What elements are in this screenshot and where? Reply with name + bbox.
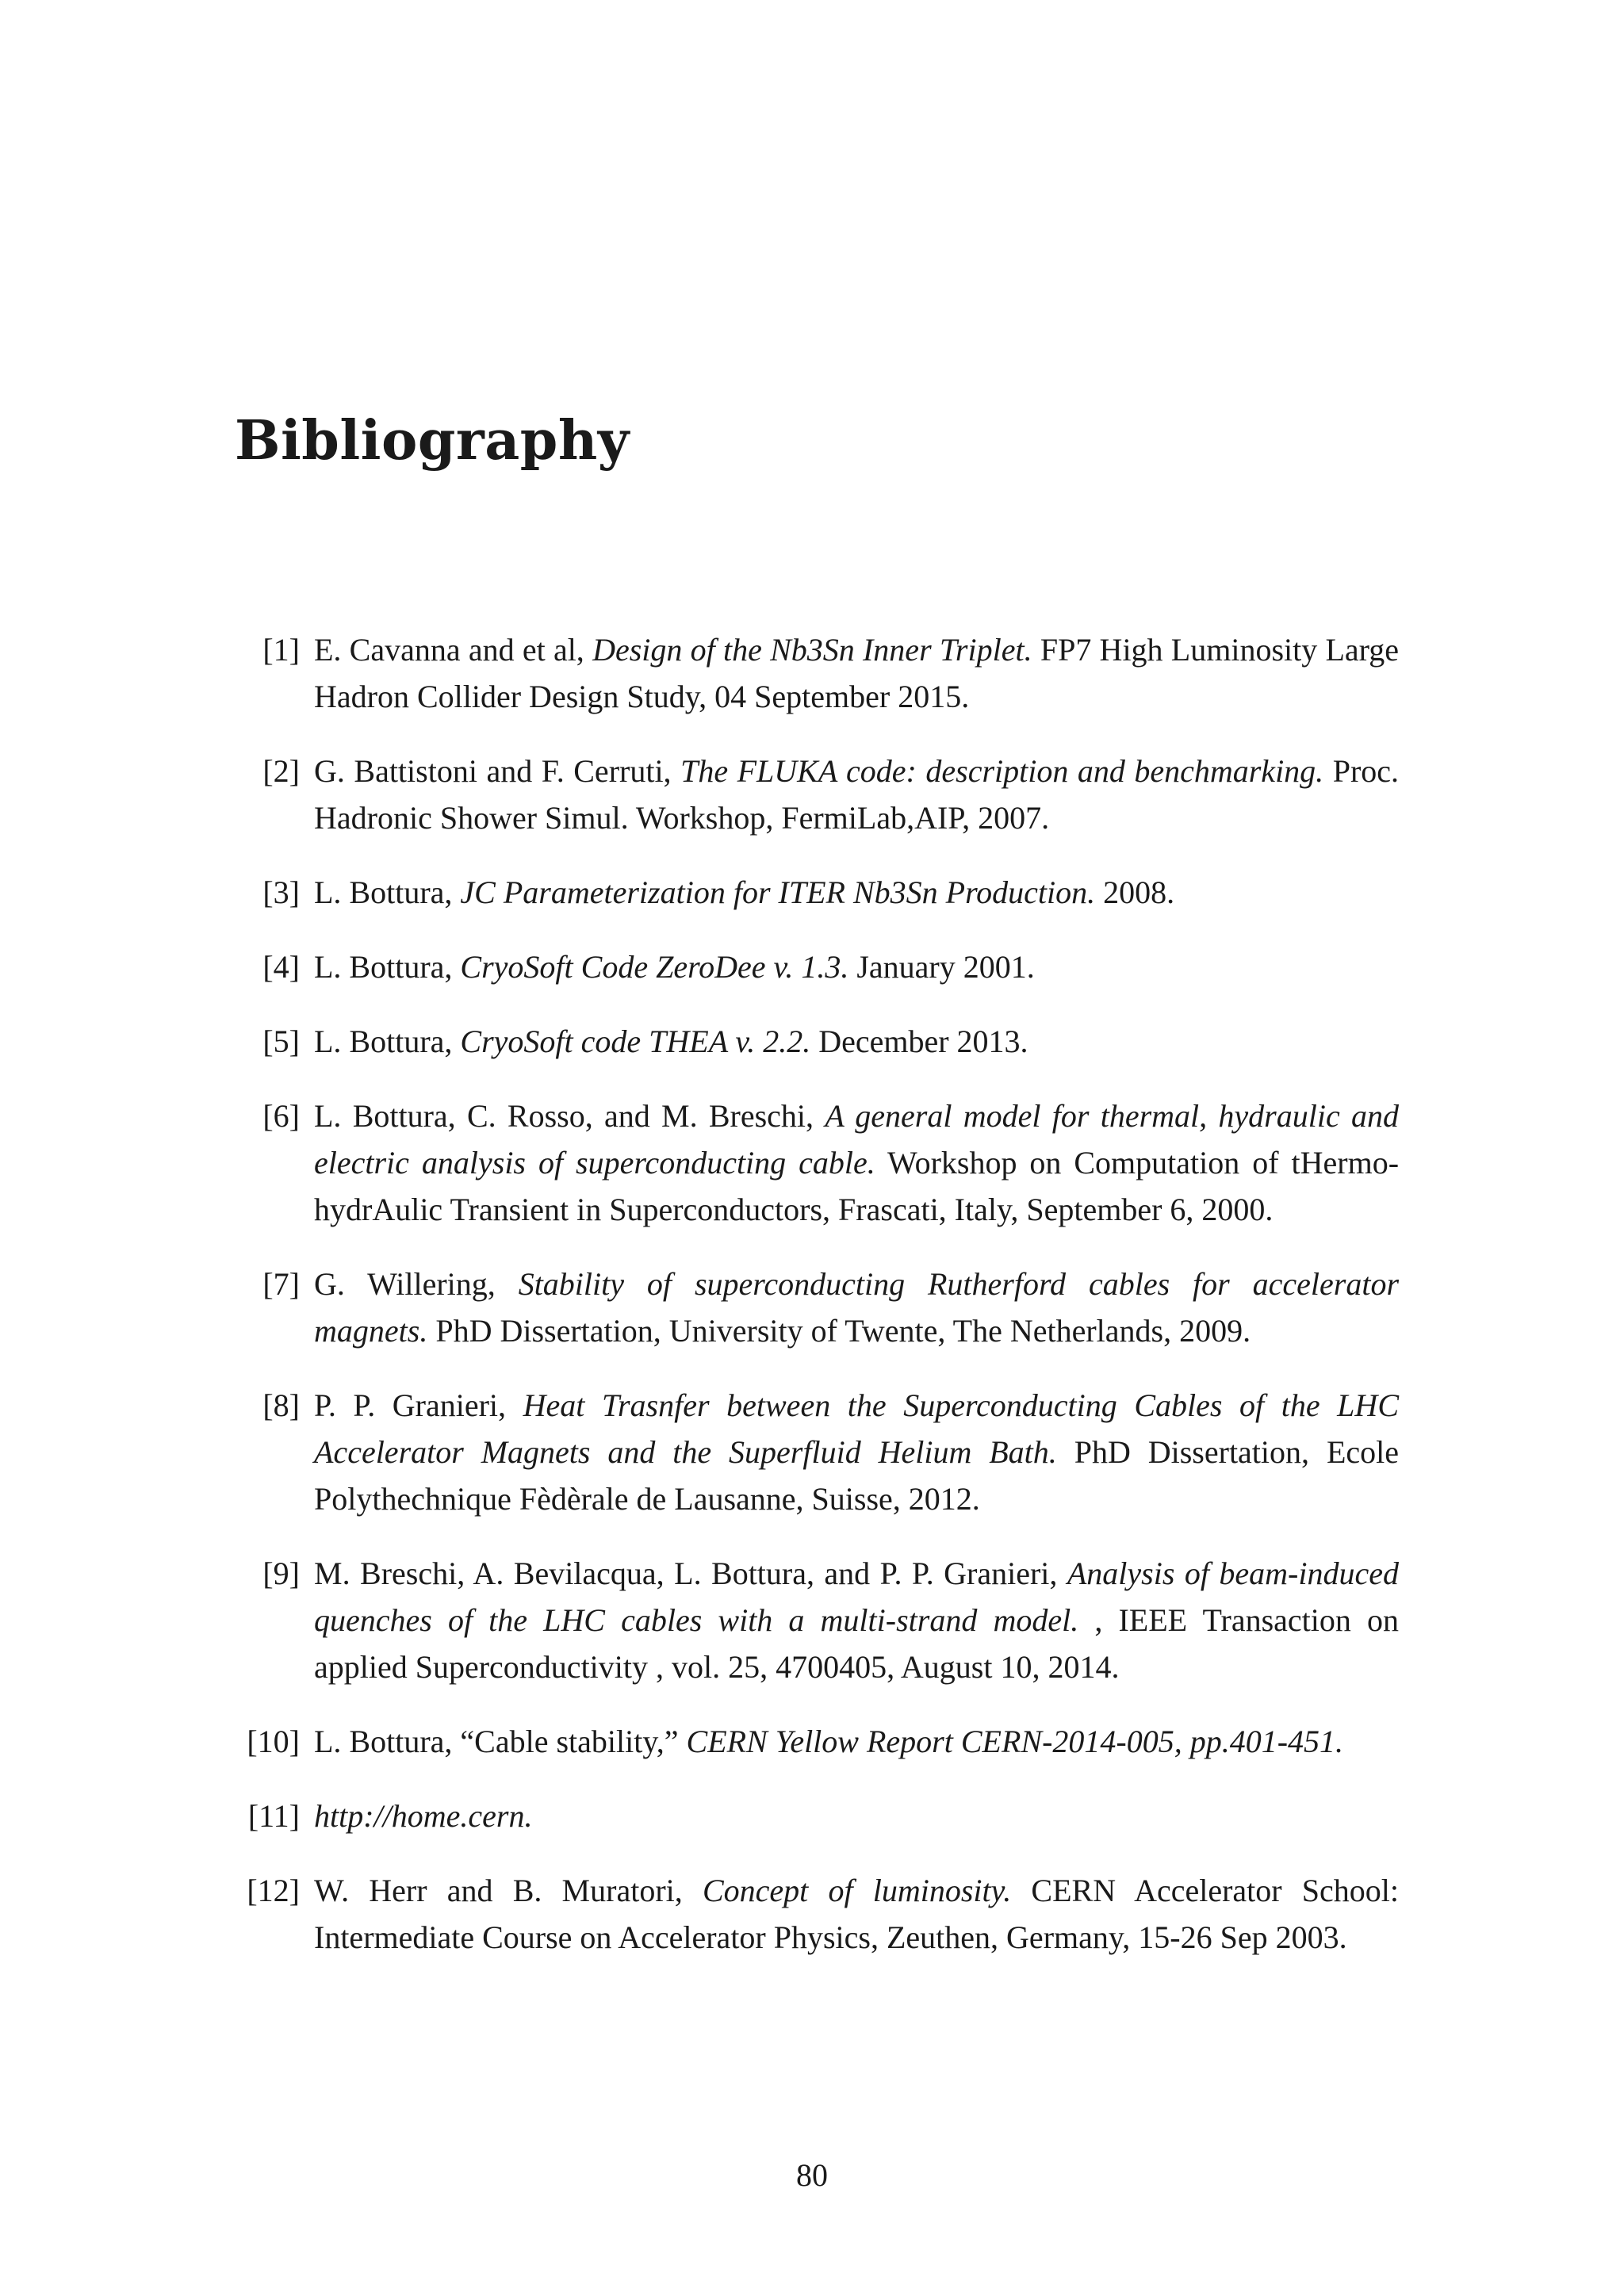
reference-text xyxy=(300,748,1399,841)
reference-text xyxy=(300,1867,1399,1961)
reference-author: L. Bottura, “Cable stability,” xyxy=(314,1724,679,1759)
reference-author: L. Bottura, xyxy=(314,1024,453,1059)
reference-item xyxy=(235,1550,1399,1690)
reference-title[interactable]: http://home.cern. xyxy=(314,1798,533,1834)
reference-item xyxy=(235,1093,1399,1233)
reference-author: L. Bottura, C. Rosso, and M. Breschi, xyxy=(314,1098,814,1134)
reference-label: [4] xyxy=(262,949,300,985)
reference-label: [6] xyxy=(262,1098,300,1134)
reference-details: PhD Dissertation, University of Twente, The Netherlands, 2009. xyxy=(435,1313,1251,1349)
reference-title: Stability of superconducting Rutherford cables for accelerator magnets. xyxy=(314,1266,1400,1349)
reference-label: [8] xyxy=(262,1387,300,1423)
reference-item xyxy=(235,943,1399,990)
reference-title: CryoSoft Code ZeroDee v. 1.3. xyxy=(460,949,849,985)
reference-text xyxy=(300,1093,1399,1233)
reference-item xyxy=(235,1867,1399,1961)
reference-text xyxy=(300,1550,1399,1690)
reference-label: [11] xyxy=(247,1798,300,1834)
reference-details: 2008. xyxy=(1103,874,1175,910)
reference-item xyxy=(235,869,1399,916)
reference-text xyxy=(300,1718,1399,1765)
reference-label: [9] xyxy=(262,1556,300,1591)
reference-label: [1] xyxy=(262,632,300,668)
reference-title: Heat Trasnfer between the Superconducting Cables of the LHC Accelerator Magnets and the Superfluid Helium Bath. xyxy=(314,1387,1399,1470)
reference-text xyxy=(300,1382,1399,1522)
reference-label: [12] xyxy=(247,1873,300,1908)
reference-details: , IEEE Transaction on applied Superconductivity , vol. 25, 4700405, August 10, 2014. xyxy=(314,1602,1400,1685)
reference-item xyxy=(235,1261,1399,1354)
reference-details: Proc. Hadronic Shower Simul. Workshop, FermiLab,AIP, 2007. xyxy=(314,753,1400,836)
page-number: 80 xyxy=(796,2157,828,2193)
reference-details: FP7 High Luminosity Large Hadron Collider Design Study, 04 September 2015. xyxy=(314,632,1400,714)
reference-title: Design of the Nb3Sn Inner Triplet. xyxy=(592,632,1032,668)
reference-author: G. Battistoni and F. Cerruti, xyxy=(314,753,672,789)
reference-title: The FLUKA code: description and benchmarking. xyxy=(680,753,1324,789)
reference-author: L. Bottura, xyxy=(314,949,453,985)
reference-author: G. Willering, xyxy=(314,1266,496,1302)
reference-author: L. Bottura, xyxy=(314,874,453,910)
reference-details: December 2013. xyxy=(818,1024,1028,1059)
reference-item xyxy=(235,626,1399,720)
reference-author: M. Breschi, A. Bevilacqua, L. Bottura, and P. P. Granieri, xyxy=(314,1556,1058,1591)
reference-details: Workshop on Computation of tHermo-hydrAulic Transient in Superconductors, Frascati, Italy, September 6, 2000. xyxy=(314,1145,1400,1227)
reference-text xyxy=(300,1793,1399,1839)
reference-author: W. Herr and B. Muratori, xyxy=(314,1873,683,1908)
reference-text xyxy=(300,1018,1399,1065)
reference-item xyxy=(235,1793,1399,1839)
reference-label: [3] xyxy=(262,874,300,910)
reference-text xyxy=(300,943,1399,990)
reference-title: CERN Yellow Report CERN-2014-005, pp.401-451. xyxy=(686,1724,1344,1759)
reference-title: CryoSoft code THEA v. 2.2. xyxy=(460,1024,811,1059)
reference-label: [2] xyxy=(262,753,300,789)
reference-title: JC Parameterization for ITER Nb3Sn Production. xyxy=(460,874,1096,910)
reference-title: Analysis of beam-induced quenches of the LHC cables with a multi-strand model. xyxy=(314,1556,1399,1638)
reference-details: January 2001. xyxy=(856,949,1035,985)
bibliography-list xyxy=(235,626,1399,1988)
reference-text xyxy=(300,1261,1399,1354)
reference-label: [5] xyxy=(262,1024,300,1059)
reference-text xyxy=(300,869,1399,916)
page-title: Bibliography xyxy=(235,409,630,473)
reference-item xyxy=(235,1718,1399,1765)
reference-title: Concept of luminosity. xyxy=(702,1873,1012,1908)
reference-details: CERN Accelerator School: Intermediate Course on Accelerator Physics, Zeuthen, Germany, 15-26 Sep 2003. xyxy=(314,1873,1400,1955)
reference-label: [10] xyxy=(247,1724,300,1759)
reference-item xyxy=(235,1382,1399,1522)
reference-details: PhD Dissertation, Ecole Polythechnique Fèdèrale de Lausanne, Suisse, 2012. xyxy=(314,1434,1399,1517)
reference-text xyxy=(300,626,1399,720)
reference-label: [7] xyxy=(262,1266,300,1302)
reference-author: E. Cavanna and et al, xyxy=(314,632,584,668)
reference-author: P. P. Granieri, xyxy=(314,1387,507,1423)
reference-item xyxy=(235,1018,1399,1065)
reference-item xyxy=(235,748,1399,841)
reference-title: A general model for thermal, hydraulic and electric analysis of superconducting cable. xyxy=(314,1098,1399,1181)
